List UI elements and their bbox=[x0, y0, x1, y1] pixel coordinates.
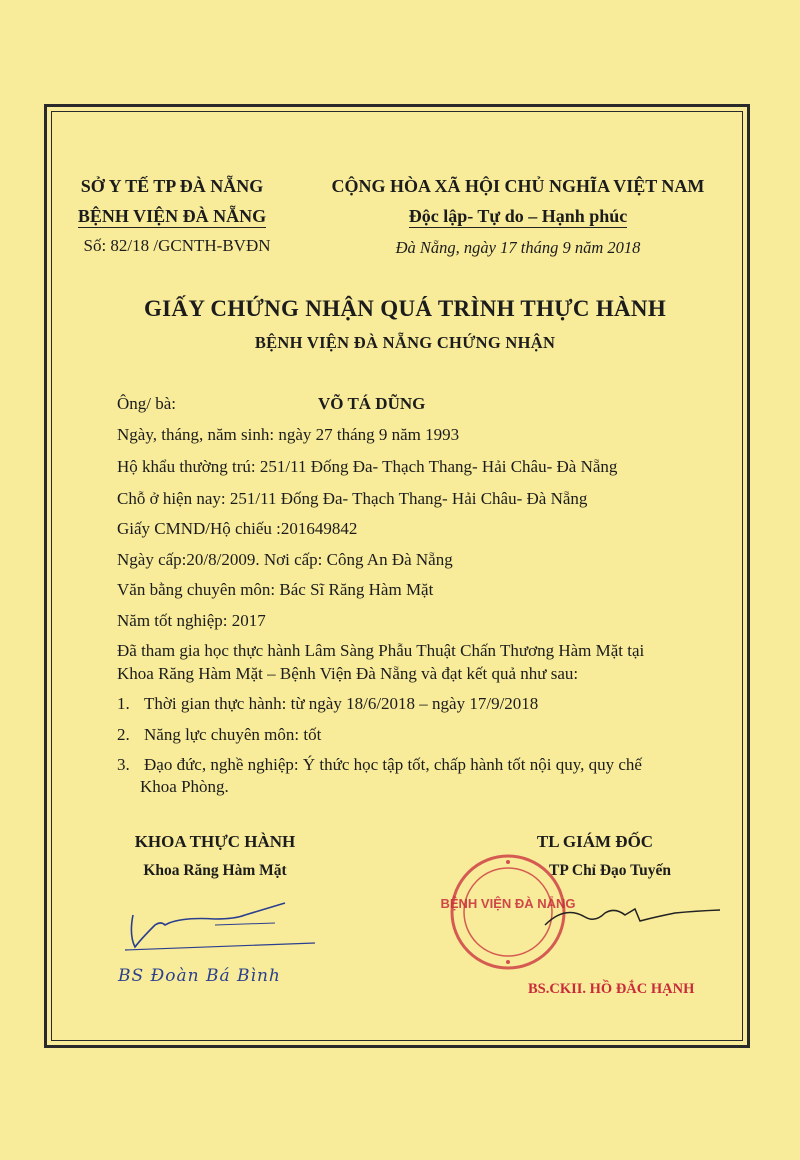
motto-text: Độc lập- Tự do – Hạnh phúc bbox=[408, 206, 628, 226]
left-signer-title: KHOA THỰC HÀNH bbox=[134, 832, 296, 851]
left-signature-scribble bbox=[125, 895, 325, 955]
national-motto bbox=[298, 206, 738, 227]
stamp-inner-text: BỆNH VIỆN ĐÀ NẴNG bbox=[440, 896, 576, 911]
document-subtitle: BỆNH VIỆN ĐÀ NẴNG CHỨNG NHẬN bbox=[254, 333, 556, 352]
date-of-birth: Ngày, tháng, năm sinh: ngày 27 tháng 9 năm 1993 bbox=[117, 425, 460, 444]
name-label: Ông/ bà: bbox=[117, 394, 177, 413]
result-text: Thời gian thực hành: từ ngày 18/6/2018 – ngày 17/9/2018 bbox=[144, 694, 539, 713]
result-text: Đạo đức, nghề nghiệp: Ý thức học tập tốt, chấp hành tốt nội quy, quy chế bbox=[144, 755, 642, 774]
org-line-hospital bbox=[62, 206, 282, 227]
document-title: GIẤY CHỨNG NHẬN QUÁ TRÌNH THỰC HÀNH bbox=[143, 296, 667, 321]
right-signer-name: BS.CKII. HỒ ĐẮC HẠNH bbox=[528, 981, 695, 997]
left-signer-department: Khoa Răng Hàm Mặt bbox=[143, 862, 287, 879]
person-name: VÕ TÁ DŨNG bbox=[318, 394, 426, 413]
issue-date: Đà Nẵng, ngày 17 tháng 9 năm 2018 bbox=[395, 238, 641, 257]
left-signer-name: BS Đoàn Bá Bình bbox=[118, 966, 281, 986]
graduation-year: Năm tốt nghiệp: 2017 bbox=[117, 611, 266, 630]
id-issue-info: Ngày cấp:20/8/2009. Nơi cấp: Công An Đà Nẵng bbox=[117, 550, 453, 569]
statement-line-1: Đã tham gia học thực hành Lâm Sàng Phẫu Thuật Chấn Thương Hàm Mặt tại bbox=[117, 641, 645, 660]
result-number: 1. bbox=[117, 694, 130, 713]
result-item-1 bbox=[117, 694, 538, 714]
result-number: 3. bbox=[117, 755, 130, 774]
org-line-department: SỞ Y TẾ TP ĐÀ NẴNG bbox=[80, 176, 264, 196]
result-item-3 bbox=[117, 755, 642, 775]
degree: Văn bằng chuyên môn: Bác Sĩ Răng Hàm Mặt bbox=[117, 580, 434, 599]
right-signer-role: TP Chỉ Đạo Tuyến bbox=[549, 862, 671, 879]
current-address: Chỗ ở hiện nay: 251/11 Đống Đa- Thạch Thang- Hải Châu- Đà Nẵng bbox=[117, 489, 588, 508]
permanent-residence: Hộ khẩu thường trú: 251/11 Đống Đa- Thạch Thang- Hải Châu- Đà Nẵng bbox=[117, 457, 618, 476]
right-signer-title: TL GIÁM ĐỐC bbox=[536, 832, 654, 851]
result-number: 2. bbox=[117, 725, 130, 744]
org-hospital-text: BỆNH VIỆN ĐÀ NẴNG bbox=[77, 206, 267, 226]
doc-number: Số: 82/18 /GCNTH-BVĐN bbox=[83, 236, 271, 255]
statement-line-2: Khoa Răng Hàm Mặt – Bệnh Viện Đà Nẵng và đạt kết quả như sau: bbox=[117, 664, 579, 683]
result-item-2 bbox=[117, 725, 321, 745]
country-name: CỘNG HÒA XÃ HỘI CHỦ NGHĨA VIỆT NAM bbox=[331, 176, 705, 196]
result-text: Năng lực chuyên môn: tốt bbox=[144, 725, 322, 744]
result-item-3-continuation: Khoa Phòng. bbox=[140, 777, 229, 796]
right-signature-scribble bbox=[545, 895, 725, 935]
id-card: Giấy CMND/Hộ chiếu :201649842 bbox=[117, 519, 358, 538]
